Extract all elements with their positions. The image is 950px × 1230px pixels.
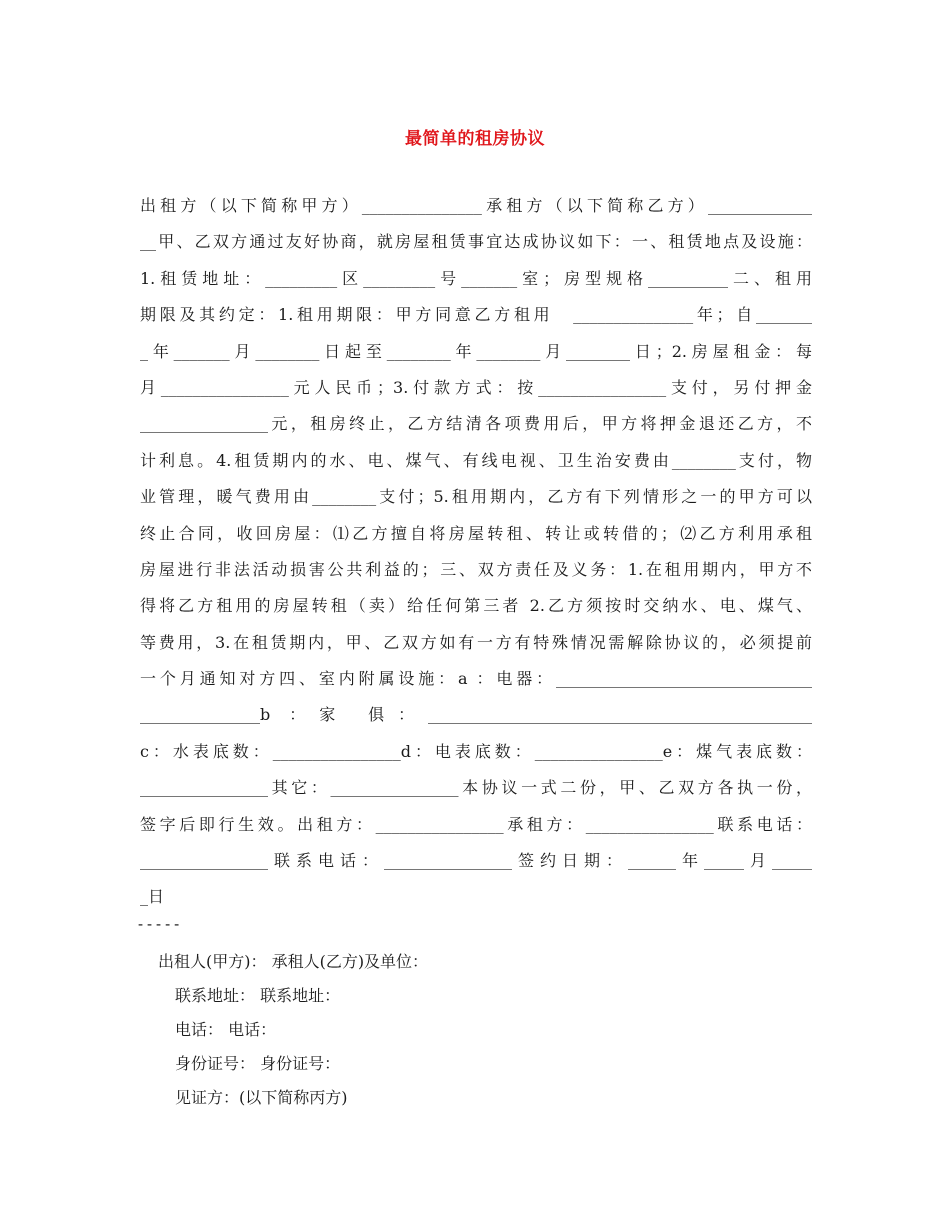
separator-line: ----- [136,915,182,933]
body-line: 房屋进行非法活动损害公共利益的；三、双方责任及义务：1.在租用期内，甲方不 [140,559,812,579]
body-line: _______________b ：家 俱：________________________________________________ [140,705,812,725]
body-line: __甲、乙双方通过友好协商，就房屋租赁事宜达成协议如下：一、租赁地点及设施： [140,232,812,252]
body-line: 期限及其约定：1.租用期限：甲方同意乙方租用 _______________年；自_______ [140,305,812,325]
agreement-body [140,188,812,916]
body-line: 业管理，暖气费用由________支付；5.租用期内，乙方有下列情形之一的甲方可以 [140,487,812,507]
body-line: 得将乙方租用的房屋转租（卖）给任何第三者 2.乙方须按时交纳水、电、煤气、 [140,596,812,616]
body-line: ________________联系电话：________________签约日期：______年_____月_____ [140,851,812,871]
signature-parties-line: 出租人(甲方)： 承租人(乙方)及单位： [158,952,429,971]
body-line: 月________________元人民币；3.付款方式：按________________支付，另付押金 [140,377,812,397]
signature-address-line: 联系地址： 联系地址： [175,986,341,1005]
body-line: ________________其它：________________本协议一式二份，甲、乙双方各执一份， [140,778,812,798]
body-line: 出租方（以下简称甲方）_______________承租方（以下简称乙方）_____________ [140,196,812,215]
body-line: 终止合同，收回房屋：⑴乙方擅自将房屋转租、转让或转借的；⑵乙方利用承租 [140,523,812,543]
body-line: _年_______月________日起至________年________月________日；2.房屋租金：每 [140,341,812,361]
body-line: _日 [140,887,165,907]
body-line: c：水表底数：________________d：电表底数：________________e：煤气表底数： [140,741,812,761]
body-line: ________________元，租房终止，乙方结清各项费用后，甲方将押金退还乙方，不 [140,414,812,434]
body-line: 计利息。4.租赁期内的水、电、煤气、有线电视、卫生治安费由________支付，物 [140,450,812,470]
signature-phone-line: 电话： 电话： [175,1020,277,1039]
signature-id-line: 身份证号： 身份证号： [175,1054,341,1073]
document-title: 最简单的租房协议 [405,129,545,149]
body-line: 1.租赁地址：_________区_________号_______室；房型规格__________二、租用 [140,268,812,288]
body-line: 签字后即行生效。出租方：________________承租方：________________联系电话： [140,814,812,834]
body-line: 等费用，3.在租赁期内，甲、乙双方如有一方有特殊情况需解除协议的，必须提前 [140,632,812,652]
signature-witness-line: 见证方：(以下简称丙方) [175,1088,348,1107]
body-line: 一个月通知对方四、室内附属设施：a ：电器：________________________________ [140,669,812,689]
